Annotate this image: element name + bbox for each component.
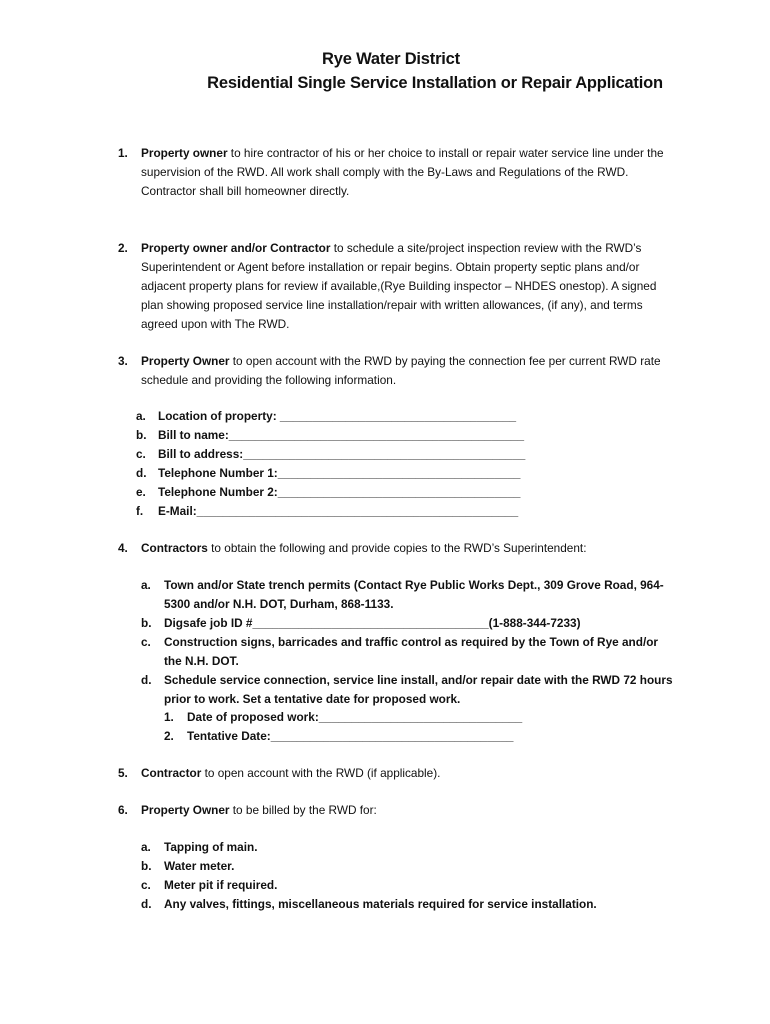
item-6-list [141,838,661,914]
field-label: E-Mail:_________________________________________________ [158,504,519,518]
application-title: Residential Single Service Installation or Repair Application [207,74,663,92]
item-4 [118,539,678,558]
item-lead: Property owner [141,146,228,160]
field-label: Digsafe job ID #____________________________________(1-888-344-7233) [164,616,581,630]
item-text: to open account with the RWD by paying the connection fee per current RWD rate schedule and providing the following information. [141,354,661,387]
list-number: 1. [164,710,174,724]
form-field-tentative-date[interactable] [164,727,564,746]
list-letter: b. [136,428,147,442]
list-letter: d. [141,897,152,911]
item-number: 6. [118,803,128,817]
item-4d-list [164,708,564,746]
item-number: 3. [118,354,128,368]
list-letter: c. [136,447,146,461]
item-text: to open account with the RWD (if applicable). [201,766,441,780]
item-number: 2. [118,241,128,255]
list-item [141,838,661,857]
list-letter: d. [136,466,147,480]
list-letter: a. [141,840,151,854]
item-lead: Property owner and/or Contractor [141,241,331,255]
field-label: Telephone Number 1:_____________________________________ [158,466,521,480]
form-field-digsafe-id[interactable] [141,614,673,633]
item-text: to hire contractor of his or her choice to install or repair water service line under the supervision of the RWD. All work shall comply with the By-Laws and Regulations of the RWD. Contractor shall bill homeowner directly. [141,146,664,198]
list-letter: a. [136,409,146,423]
field-label: Bill to address:___________________________________________ [158,447,526,461]
item-lead: Contractor [141,766,202,780]
item-4-list [141,576,673,709]
field-label: Tentative Date:_____________________________________ [187,729,514,743]
item-1 [118,144,678,201]
list-text: Tapping of main. [164,840,258,854]
item-6 [118,801,678,820]
form-field-telephone-2[interactable] [136,483,556,502]
list-item [141,876,661,895]
form-field-bill-to-address[interactable] [136,445,556,464]
list-item [141,857,661,876]
item-lead: Contractors [141,541,208,555]
list-item [141,633,673,671]
district-title: Rye Water District [322,50,460,68]
item-3-list [136,407,556,521]
list-text: Construction signs, barricades and traffic control as required by the Town of Rye and/or the N.H. DOT. [164,635,659,668]
list-letter: c. [141,635,151,649]
list-text: Meter pit if required. [164,878,278,892]
field-label: Date of proposed work:_______________________________ [187,710,523,724]
list-letter: e. [136,485,146,499]
item-2 [118,239,678,334]
field-label: Bill to name:_____________________________________________ [158,428,525,442]
form-field-location[interactable] [136,407,556,426]
item-text: to obtain the following and provide copies to the RWD’s Superintendent: [207,541,587,555]
item-text: to schedule a site/project inspection review with the RWD’s Superintendent or Agent before installation or repair begins. Obtain property septic plans and/or adjacent property plans for review if available,(Rye Building inspector – NHDES onestop). A signed plan showing proposed service line installation/repair with written allowances, (if any), and terms agreed upon with The RWD. [141,241,657,331]
list-item [141,671,673,709]
list-text: Water meter. [164,859,235,873]
item-text: to be billed by the RWD for: [229,803,377,817]
item-lead: Property Owner [141,354,230,368]
list-letter: f. [136,504,144,518]
form-field-bill-to-name[interactable] [136,426,556,445]
item-number: 1. [118,146,128,160]
list-letter: c. [141,878,151,892]
list-item [141,576,673,614]
form-field-date-of-work[interactable] [164,708,564,727]
form-field-email[interactable] [136,502,556,521]
item-lead: Property Owner [141,803,230,817]
list-text: Schedule service connection, service line install, and/or repair date with the RWD 72 hours prior to work. Set a tentative date for proposed work. [164,673,673,706]
field-label: Location of property: ____________________________________ [158,409,517,423]
list-letter: b. [141,616,152,630]
list-letter: a. [141,578,151,592]
field-label: Telephone Number 2:_____________________________________ [158,485,521,499]
item-number: 4. [118,541,128,555]
item-5 [118,764,678,783]
list-letter: b. [141,859,152,873]
item-number: 5. [118,766,128,780]
list-item [141,895,661,914]
list-text: Town and/or State trench permits (Contact Rye Public Works Dept., 309 Grove Road, 964-5300 and/or N.H. DOT, Durham, 868-1133. [164,578,664,611]
item-3 [118,352,678,390]
list-number: 2. [164,729,174,743]
list-letter: d. [141,673,152,687]
list-text: Any valves, fittings, miscellaneous materials required for service installation. [164,897,597,911]
form-field-telephone-1[interactable] [136,464,556,483]
